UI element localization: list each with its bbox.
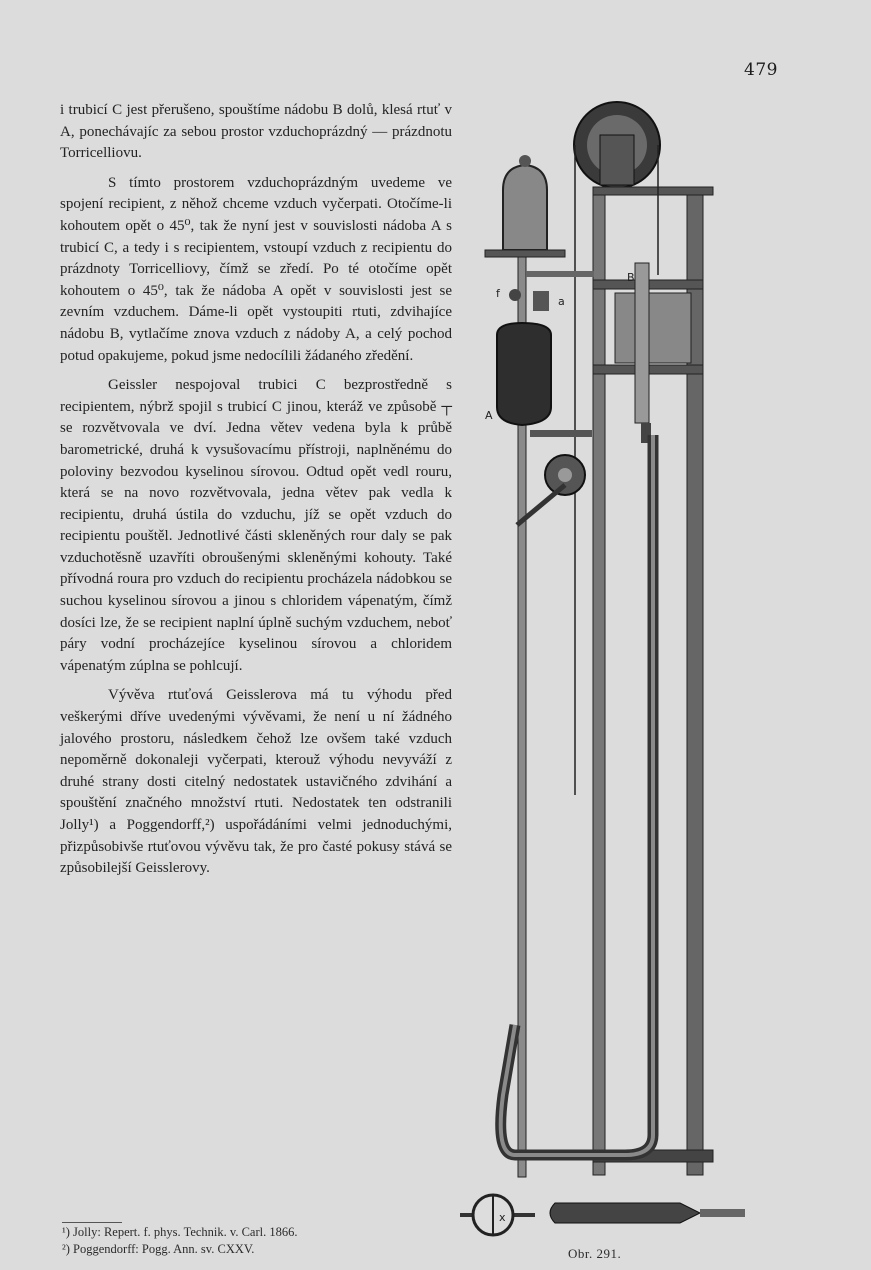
- frame-left-post: [593, 190, 605, 1175]
- mercury-pump-illustration: [455, 95, 755, 1245]
- label-b: B: [627, 271, 635, 284]
- paragraph: Vývěva rtuťová Geisslerova má tu výhodu před veškerými dříve uvedenými vývěvami, že není u ní žádného jalového prostoru, následkem čehož lze ovšem také vzduch nepoměrně dokonaleji vyčerpati, kterouž výhodu nevyváží z druhé strany dosti citelný nedostatek ustavičného zdvihání a spouštění značného množství rtuti. Nedostatek ten odstranili Jolly¹) a Poggendorff,²) uspořádáními velmi jednoduchými, přizpůsobivše rtuťovou vývěvu tak, že pro časté pokusy stává se způsobilejší Geisslerovy.: [60, 687, 452, 877]
- reservoir-b: [615, 293, 691, 363]
- label-a-small: a: [558, 295, 565, 308]
- label-f: f: [496, 287, 500, 300]
- paragraph: S tímto prostorem vzduchoprázdným uvedeme ve spojení recipient, z něhož chceme vzduch vyčerpati. Otočíme-li kohoutem opět o 45⁰, tak že nyní jest v souvislosti nádoba A s trubicí C, a tedy i s recipientem, vstoupí vzduch z recipientu do prázdnoty Torricelliovy, čímž se zředí. Po té otočíme opět kohoutem o 45⁰, tak že nádoba A opět v souvislosti jest se zevním vzduchem. Dáme-li opět vystoupiti rtuti, zdvihajíce nádobu B, vytlačíme znova vzduch z nádoby A, a celý pochod potud opakujeme, pokud jsme nedocílili žádaného zředění.: [60, 174, 452, 364]
- footnotes: [62, 1224, 432, 1258]
- vessel-a: [497, 323, 551, 425]
- footnote-divider: [62, 1222, 122, 1223]
- page-number: 479: [744, 60, 778, 80]
- footnote: ²) Poggendorff: Pogg. Ann. sv. CXXV.: [62, 1242, 255, 1256]
- main-text-column: [60, 100, 452, 880]
- stopcock: [509, 289, 521, 301]
- label-x: x: [499, 1211, 506, 1224]
- connector-detail: [550, 1203, 700, 1223]
- bell-jar: [503, 165, 547, 250]
- figure-caption: Obr. 291.: [568, 1246, 622, 1261]
- label-a: A: [485, 409, 493, 422]
- footnote: ¹) Jolly: Repert. f. phys. Technik. v. Carl. 1866.: [62, 1225, 298, 1239]
- paragraph: Geissler nespojoval trubici C bezprostředně s recipientem, nýbrž spojil s trubicí C jinou, kteráž ve způsobě ┬ se rozvětvovala ve dví. Jedna větev vedena byla k průbě barometrické, druhá k vysušovacímu přístroji, naplněnému do poloviny bezvodou kyselinou sírovou. Odtud opět vedl rouru, která se na novo rozvětvovala, jedna větev pak vedla k recipientu, druhá ústila do vzduchu, jíž se opět vzduch do recipientu pouštěl. Jednotlivé části skleněných rour daly se pak vzduchotěsně uzavříti obroušenými skleněnými kohouty. Také přívodná roura pro vzduch do recipientu procházela nádobkou se suchou kyselinou sírovou a jinou s chloridem vápenatým, čímž dosíci lze, že se recipient naplní úplně suchým vzduchem, neboť páry vodní procházejíce kyselinou sírovou a chloridem vápenatým zúplna se pohlcují.: [60, 377, 452, 674]
- paragraph: i trubicí C jest přerušeno, spouštíme nádobu B dolů, klesá rtuť v A, ponechávajíc za sebou prostor vzduchoprázdný — prázdnotu Torricelliovu.: [60, 102, 452, 162]
